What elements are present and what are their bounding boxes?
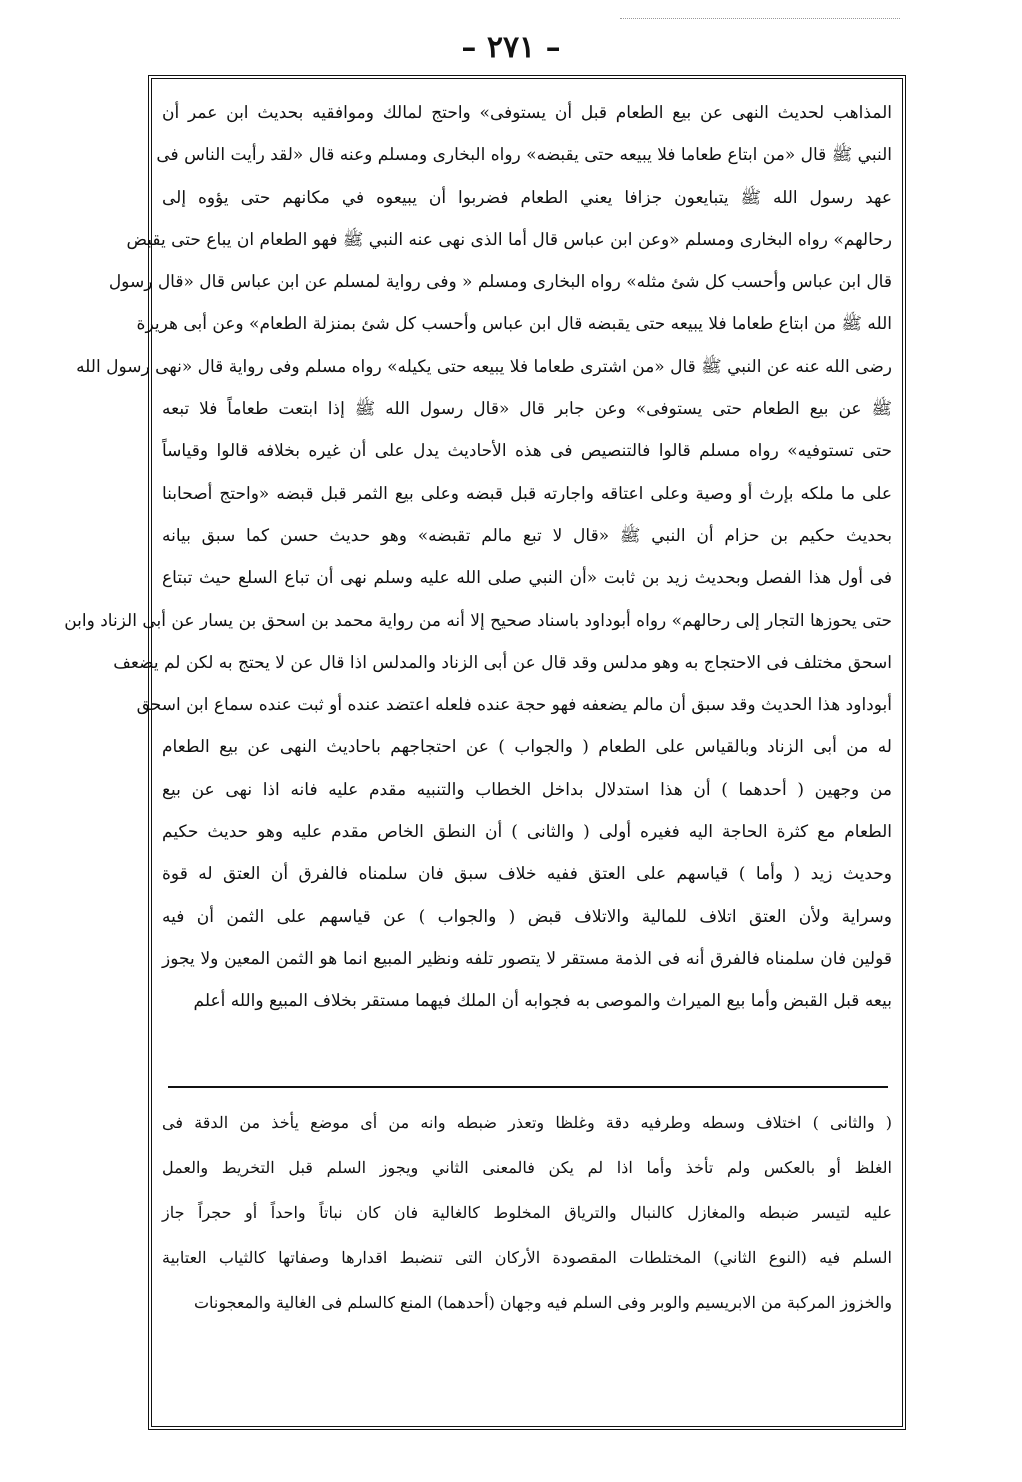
main-text-line: رضى الله عنه عن النبي ﷺ قال «من اشترى طعاما فلا يبيعه حتى يكيله» رواه مسلم وفى رواية قال «نهى رسول الله <box>76 356 892 377</box>
main-text-line: عهد رسول الله ﷺ يتبايعون جزافا يعني الطعام فضربوا أن يبيعوه في مكانهم حتى يؤوه إلى <box>162 187 892 208</box>
footnote-line: عليه لتيسر ضبطه والمغازل كالنبال والترياق المخلوط كالغالية فان كان نباتاً واحداً أو حجراً جاز <box>162 1203 892 1222</box>
main-text-line: المذاهب لحديث النهى عن بيع الطعام قبل أن يستوفى» واحتج لمالك وموافقيه بحديث ابن عمر أن <box>162 103 892 123</box>
footnote-block <box>162 1100 892 1325</box>
main-text-line: حتى يحوزها التجار إلى رحالهم» رواه أبوداود باسناد صحيح إلا أنه من رواية محمد بن اسحق بن يسار عن أبى الزناد وابن <box>64 610 892 631</box>
main-text-block <box>64 92 892 1023</box>
main-text-line: الله ﷺ من ابتاع طعاما فلا يبيعه حتى يقبضه قال ابن عباس وأحسب كل شئ بمنزلة الطعام» وعن أبى هريرة <box>136 314 892 335</box>
footnote-line: والخزوز المركبة من الابريسيم والوبر وفى السلم فيه وجهان (أحدهما) المنع كالسلم فى الغالية والمعجونات <box>193 1293 892 1312</box>
main-text-line: فى أول هذا الفصل وبحديث زيد بن ثابت «أن النبي صلى الله عليه وسلم نهى أن تباع السلع حيث تبتاع <box>162 568 892 589</box>
main-text-line: رحالهم» رواه البخارى ومسلم «وعن ابن عباس قال أما الذى نهى عنه النبي ﷺ فهو الطعام ان يباع حتى يقبض <box>126 229 892 250</box>
main-text-line: وسراية ولأن العتق اتلاف للمالية والاتلاف قبض ( والجواب ) عن قياسهم على الثمن أن فيه <box>162 906 892 927</box>
main-text-line: قولين فان سلمناه فالفرق أنه فى الذمة مستقر لا يتصور تلفه ونظير المبيع انما هو الثمن المعين ولا يجوز <box>162 948 892 969</box>
main-text-line: على ما ملكه بإرث أو وصية وعلى اعتاقه واجارته قبل قبضه وعلى بيع الثمر قبل قبضه «واحتج أصحابنا <box>162 483 892 504</box>
footnote-line: ( والثانى ) اختلاف وسطه وطرفيه دقة وغلظا وتعذر ضبطه وانه من أى موضع يأخذ من الدقة فى <box>162 1113 893 1132</box>
main-text-line: حتى تستوفيه» رواه مسلم قالوا فالتنصيص فى هذه الأحاديث يدل على أن غيره بخلافه قالوا وقياساً <box>162 441 892 462</box>
footnote-line: الغلظ أو بالعكس ولم تأخذ وأما اذا لم يكن فالمعنى الثاني ويجوز السلم قبل التخريط والعمل <box>162 1158 892 1177</box>
main-text-line: اسحق مختلف فى الاحتجاج به وهو مدلس وقد قال عن أبى الزناد والمدلس اذا قال عن لا يحتج به لكن لم يضعف <box>113 652 892 673</box>
footnote-divider <box>168 1086 888 1088</box>
top-dotted-rule <box>620 18 900 19</box>
main-text-line: بيعه قبل القبض وأما بيع الميراث والموصى به فجوابه أن الملك فيهما مستقر بخلاف المبيع والله أعلم <box>193 991 892 1012</box>
main-text-line: له من أبى الزناد وبالقياس على الطعام ( والجواب ) عن احتجاجهم باحاديث النهى عن بيع الطعام <box>162 737 892 758</box>
main-text-line: أبوداود هذا الحديث وقد سبق أن مالم يضعفه فهو حجة عنده فلعله اعتضد عنده أو ثبت عنده سماع ابن اسحق <box>136 695 892 716</box>
main-text-line: قال ابن عباس وأحسب كل شئ مثله» رواه البخارى ومسلم « وفى رواية لمسلم عن ابن عباس قال «قال رسول <box>108 272 892 293</box>
main-text-line: من وجهين ( أحدهما ) أن هذا استدلال بداخل الخطاب والتنبيه مقدم عليه فانه اذا نهى عن بيع <box>162 779 892 800</box>
main-text-line: الطعام مع كثرة الحاجة اليه فغيره أولى ( والثانى ) أن النطق الخاص مقدم عليه وهو حديث حكيم <box>162 822 892 843</box>
main-text-line: بحديث حكيم بن حزام أن النبي ﷺ «قال لا تبع مالم تقبضه» وهو حديث حسن كما سبق بيانه <box>162 525 892 546</box>
footnote-line: السلم فيه (النوع الثاني) المختلطات المقصودة الأركان التى تنضبط اقدارها وصفاتها كالثياب العتابية <box>162 1248 892 1267</box>
main-text-line: النبي ﷺ قال «من ابتاع طعاما فلا يبيعه حتى يقبضه» رواه البخارى ومسلم وعنه قال «لقد رأيت الناس فى <box>156 145 892 166</box>
main-text-line: وحديث زيد ( وأما ) قياسهم على العتق ففيه خلاف سبق فان سلمناه فالفرق أن العتق له قوة <box>162 864 892 885</box>
page-number: – ٢٧١ – <box>461 30 561 65</box>
main-text-line: ﷺ عن بيع الطعام حتى يستوفى» وعن جابر قال «قال رسول الله ﷺ إذا ابتعت طعاماً فلا تبعه <box>162 399 892 420</box>
